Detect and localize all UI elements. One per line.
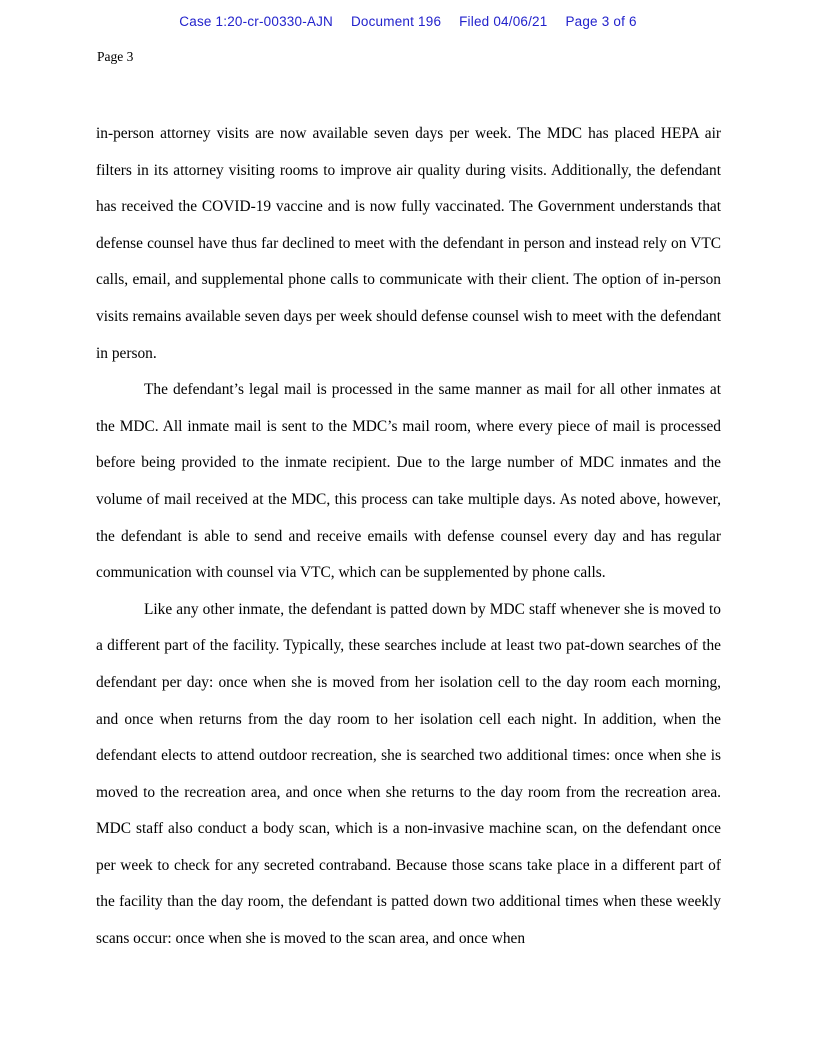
ecf-header-stamp: [0, 14, 816, 29]
document-body: [96, 116, 721, 958]
ecf-page-of: Page 3 of 6: [565, 14, 637, 29]
ecf-case-number: Case 1:20-cr-00330-AJN: [179, 14, 333, 29]
paragraph-2: The defendant’s legal mail is processed in the same manner as mail for all other inmates at the MDC. All inmate mail is sent to the MDC’s mail room, where every piece of mail is processed before being provided to the inmate recipient. Due to the large number of MDC inmates and the volume of mail received at the MDC, this process can take multiple days. As noted above, however, the defendant is able to send and receive emails with defense counsel every day and has regular communication with counsel via VTC, which can be supplemented by phone calls.: [96, 381, 721, 582]
paragraph-3: Like any other inmate, the defendant is patted down by MDC staff whenever she is moved to a different part of the facility. Typically, these searches include at least two pat-down searches of the defendant per day: once when she is moved from her isolation cell to the day room each morning, and once when returns from the day room to her isolation cell each night. In addition, when the defendant elects to attend outdoor recreation, she is searched two additional times: once when she is moved to the recreation area, and once when she returns to the day room from the recreation area. MDC staff also conduct a body scan, which is a non-invasive machine scan, on the defendant once per week to check for any secreted contraband. Because those scans take place in a different part of the facility than the day room, the defendant is patted down two additional times when these weekly scans occur: once when she is moved to the scan area, and once when: [96, 600, 721, 948]
ecf-filed-date: Filed 04/06/21: [459, 14, 548, 29]
ecf-document-number: Document 196: [350, 14, 442, 29]
page-label: Page 3: [97, 49, 134, 64]
paragraph-1: in-person attorney visits are now available seven days per week. The MDC has placed HEPA air filters in its attorney visiting rooms to improve air quality during visits. Additionally, the defendant has received the COVID-19 vaccine and is now fully vaccinated. The Government understands that defense counsel have thus far declined to meet with the defendant in person and instead rely on VTC calls, email, and supplemental phone calls to communicate with their client. The option of in-person visits remains available seven days per week should defense counsel wish to meet with the defendant in person.: [96, 125, 721, 362]
